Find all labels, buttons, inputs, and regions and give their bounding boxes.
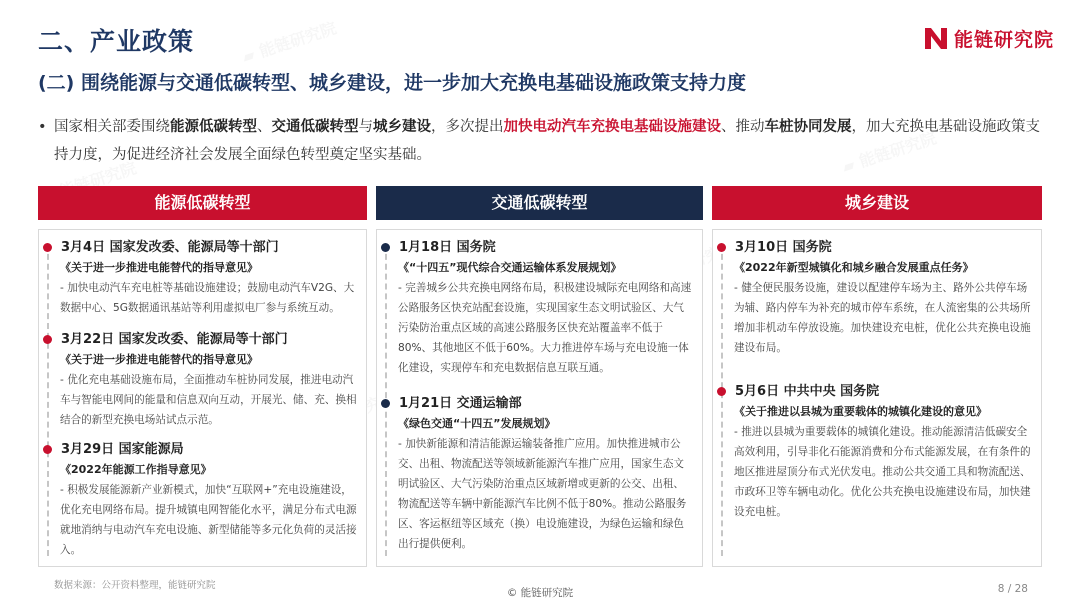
column-panel <box>712 229 1042 567</box>
policy-entry <box>39 330 366 430</box>
watermark <box>239 15 339 67</box>
column-panel <box>38 229 367 567</box>
entry-body: - 优化充电基础设施布局，全面推动车桩协同发展，推进电动汽车与智能电网间的能量和信息双向互动，开展光、储、充、换相结合的新型充换电场站试点示范。 <box>60 374 357 426</box>
column-panel <box>376 229 703 567</box>
entry-date: 3月29日 国家能源局 <box>61 442 184 457</box>
data-source-note: 数据来源：公开资料整理，能链研究院 <box>54 580 216 591</box>
entry-date: 1月18日 国务院 <box>399 240 496 255</box>
intro-text: 、 <box>257 119 272 135</box>
intro-text: ，加大充换电基础设施政策支持力度，为促进经济社会发展全面绿色转型奠定坚实基础。 <box>54 119 1040 163</box>
intro-text: ，多次提出 <box>431 119 504 135</box>
column-header: 交通低碳转型 <box>376 186 703 220</box>
entry-date: 3月4日 国家发改委、能源局等十部门 <box>61 240 279 255</box>
entry-date: 3月22日 国家发改委、能源局等十部门 <box>61 332 288 347</box>
timeline-dot <box>43 243 52 252</box>
intro-keyword: 城乡建设 <box>373 119 431 135</box>
intro-text: 与 <box>358 119 373 135</box>
entry-date: 3月10日 国务院 <box>735 240 832 255</box>
column-energy <box>38 186 367 556</box>
policy-entry <box>377 394 702 554</box>
policy-entry <box>713 382 1041 522</box>
policy-entry <box>377 238 702 378</box>
entry-date: 1月21日 交通运输部 <box>399 396 522 411</box>
intro-keyword: 能源低碳转型 <box>170 119 257 135</box>
bullet-icon: • <box>38 119 47 135</box>
policy-entry <box>713 238 1041 358</box>
entry-document: 《2022年新型城镇化和城乡融合发展重点任务》 <box>734 261 974 274</box>
policy-entry <box>39 238 366 318</box>
entry-date: 5月6日 中共中央 国务院 <box>735 384 880 399</box>
page-title: 二、产业政策 <box>38 27 195 56</box>
entry-document: 《关于进一步推进电能替代的指导意见》 <box>60 353 258 366</box>
column-header: 能源低碳转型 <box>38 186 367 220</box>
entry-body: - 加快新能源和清洁能源运输装备推广应用。加快推进城市公交、出租、物流配送等领域新能源汽车推广应用，国家生态文明试验区、大气污染防治重点区域新增或更新的公交、出租、物流配送等车辆中新能源汽车比例不低于80%。推动公路服务区、客运枢纽等区域充（换）电设施建设，为绿色运输和绿色出行提供便利。 <box>398 438 687 550</box>
intro-keyword: 交通低碳转型 <box>271 119 359 135</box>
column-urban-rural <box>712 186 1042 518</box>
entry-body: - 推进以县城为重要载体的城镇化建设。推动能源清洁低碳安全高效利用，引导非化石能源消费和分布式能源发展，在有条件的地区推进屋顶分布式光伏发电。推动公共交通工具和物流配送、市政环卫等车辆电动化。优化公共充换电设施建设布局，加快建设充电桩。 <box>734 426 1031 518</box>
logo-text: 能链研究院 <box>953 28 1054 51</box>
logo-mark-icon <box>922 24 950 52</box>
section-subtitle: (二) 围绕能源与交通低碳转型、城乡建设，进一步加大充换电基础设施政策支持力度 <box>38 72 746 94</box>
entry-body: - 加快电动汽车充电桩等基础设施建设；鼓励电动汽车V2G、大数据中心、5G数据通讯基站等利用虚拟电厂参与系统互动。 <box>60 282 355 314</box>
intro-text: 、推动 <box>721 119 765 135</box>
timeline-dot <box>717 387 726 396</box>
entry-document: 《2022年能源工作指导意见》 <box>60 463 212 476</box>
intro-highlight: 加快电动汽车充换电基础设施建设 <box>503 119 721 135</box>
entry-document: 《“十四五”现代综合交通运输体系发展规划》 <box>398 261 622 274</box>
timeline-dot <box>381 399 390 408</box>
entry-document: 《绿色交通“十四五”发展规划》 <box>398 417 556 430</box>
entry-body: - 完善城乡公共充换电网络布局，积极建设城际充电网络和高速公路服务区快充站配套设施，实现国家生态文明试验区、大气污染防治重点区域的高速公路服务区快充站覆盖率不低于80%、其他地区不低于60%。大力推进停车场与充电设施一体化建设，实现停车和充电数据信息互联互通。 <box>398 282 692 374</box>
column-header: 城乡建设 <box>712 186 1042 220</box>
intro-keyword: 车桩协同发展 <box>764 119 852 135</box>
timeline-dot <box>43 445 52 454</box>
timeline-dot <box>381 243 390 252</box>
timeline-dot <box>717 243 726 252</box>
footer-copyright: © 能链研究院 <box>506 587 574 599</box>
entry-document: 《关于进一步推进电能替代的指导意见》 <box>60 261 258 274</box>
timeline-dot <box>43 335 52 344</box>
column-transport <box>376 186 703 550</box>
intro-text: 国家相关部委围绕 <box>54 119 170 135</box>
brand-logo <box>922 24 1054 52</box>
entry-body: - 积极发展能源新产业新模式，加快“互联网+”充电设施建设，优化充电网络布局。提升城镇电网智能化水平，满足分布式电源就地消纳与电动汽车充电设施、新型储能等多元化负荷的灵活接入。 <box>60 484 357 556</box>
entry-document: 《关于推进以县城为重要载体的城镇化建设的意见》 <box>734 405 987 418</box>
policy-entry <box>39 440 366 560</box>
page-number: 8 / 28 <box>997 583 1028 595</box>
intro-paragraph <box>38 113 1050 169</box>
entry-body: - 健全便民服务设施，建设以配建停车场为主、路外公共停车场为辅、路内停车为补充的城市停车系统，在人流密集的公共场所增加非机动车停放设施。加快建设充电桩，优化公共充换电设施建设布局。 <box>734 282 1031 354</box>
